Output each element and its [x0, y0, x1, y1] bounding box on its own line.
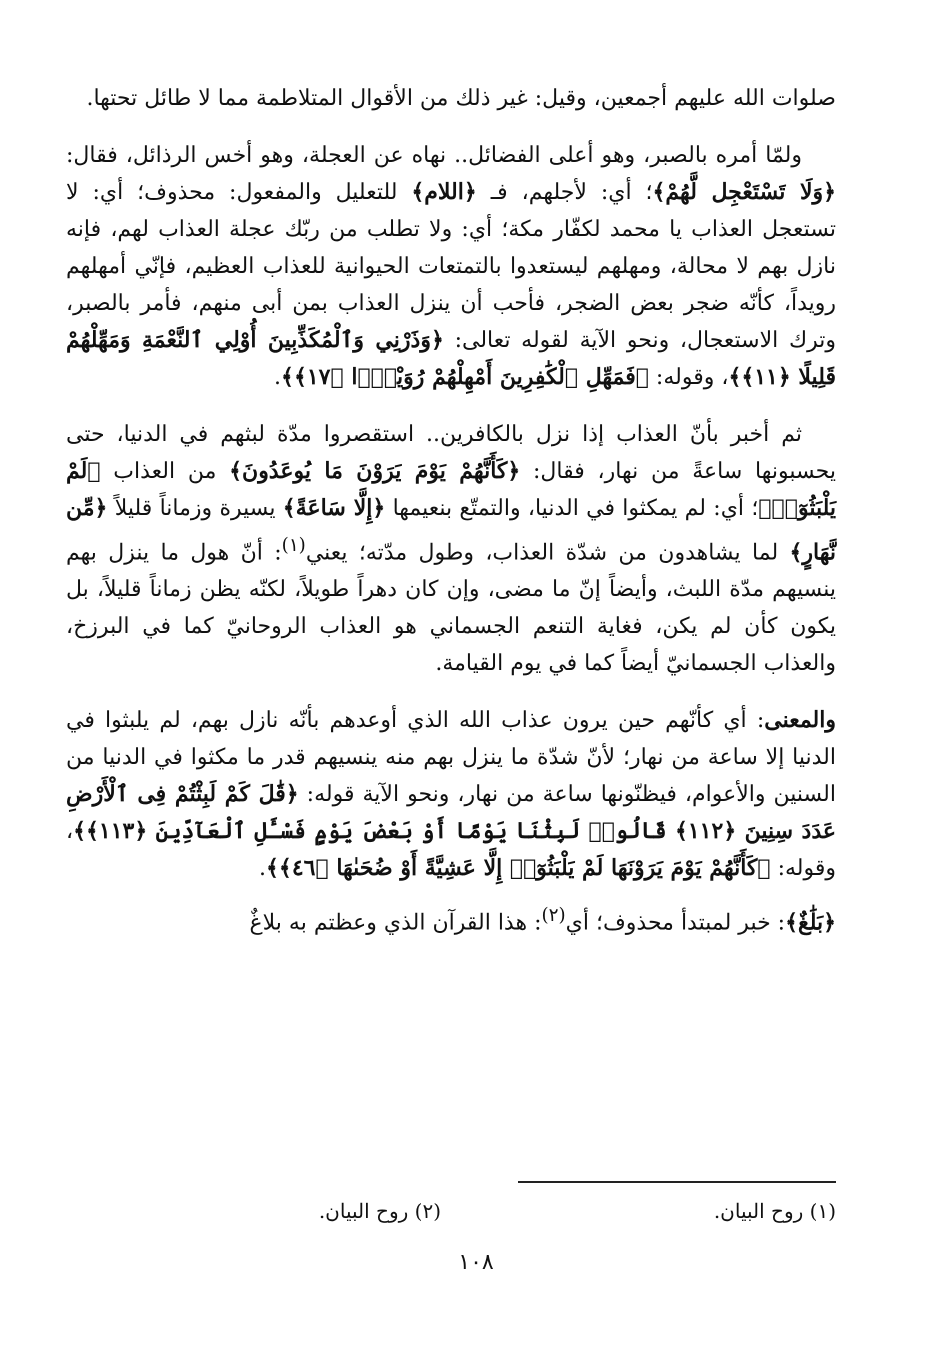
paragraph-text: ؛ أي: لم يمكثوا في الدنيا، والتمتّع بنعيمها — [385, 496, 759, 521]
quran-verse: ﴿فَمَهِّلِ ٱلْكَٰفِرِينَ أَمْهِلْهُمْ رُوَيْدًۢا ﴿١٧﴾﴾ — [281, 364, 649, 390]
paragraph-text: . — [274, 365, 282, 390]
quran-verse: ﴿مِّن نَّهَارٍ﴾ — [66, 495, 836, 566]
quran-verse: ﴿وَلَا تَسْتَعْجِل لَّهُمْ﴾ — [652, 179, 837, 205]
page-number: ١٠٨ — [458, 1250, 494, 1275]
paragraph-text: لما يشاهدون من شدّة العذاب، وطول مدّته؛ يعني — [305, 540, 790, 566]
paragraph-text: صلوات الله عليهم أجمعين، وقيل: غير ذلك من الأقوال المتلاطمة مما لا طائل تحتها. — [86, 86, 836, 111]
paragraph-text: يسيرة وزماناً قليلاً — [107, 496, 283, 521]
paragraph-text: ، وقوله: — [66, 819, 836, 882]
footnote-ref: (١) — [281, 535, 306, 556]
quran-verse: ﴿وَذَرْنِي وَٱلْمُكَذِّبِينَ أُوْلِي ٱلنَّعْمَةِ وَمَهِّلْهُمْ قَلِيلًا ﴿١١﴾﴾ — [66, 327, 836, 390]
paragraph-2 — [66, 137, 836, 396]
paragraph-3 — [66, 416, 836, 682]
quran-verse: ﴿إِلَّا سَاعَةً﴾ — [282, 495, 386, 521]
quran-verse: ﴿قَٰلَ كَمْ لَبِثْتُمْ فِى ٱلْأَرْضِ عَدَدَ سِنِينَ ﴿١١٢﴾ قَالُوا۟ لَبِثْنَا يَوْمًا أَوْ بَعْضَ يَوْمٍ فَسْـَٔلِ ٱلْعَآدِّينَ ﴿١١٣﴾﴾ — [66, 781, 837, 845]
footnote-ref: (٢) — [541, 905, 566, 927]
paragraph-text: ولمّا أمره بالصبر، وهو أعلى الفضائل.. نهاه عن العجلة، وهو أخس الرذائل، فقال: — [66, 143, 802, 168]
term-label: والمعنى — [764, 707, 836, 734]
quran-verse: ﴿بَلَٰغٌ﴾ — [785, 909, 836, 936]
quran-verse: ﴿كَأَنَّهُمْ يَوْمَ يَرَوْنَ مَا يُوعَدُونَ﴾ — [229, 458, 521, 484]
paragraph-4 — [66, 702, 836, 887]
paragraph-text: ، وقوله: — [648, 365, 729, 390]
quran-verse: ﴿اللام﴾ — [411, 179, 477, 205]
paragraph-text: : أي كأنّهم حين يرون عذاب الله الذي أوعدهم بأنّه نازل بهم، لم يلبثوا في الدنيا إلا ساعة من نهار؛ لأنّ شدّة ما ينزل بهم منه ينسيهم قدر ما مكثوا في الدنيا من السنين والأعوام، فيظنّونها ساعة من نهار، ونحو الآية قوله: — [66, 708, 836, 808]
quran-verse: ﴿كَأَنَّهُمْ يَوْمَ يَرَوْنَهَا لَمْ يَلْبَثُوٓا۟ إِلَّا عَشِيَّةً أَوْ ضُحَىٰهَا ﴿٤٦﴾﴾ — [266, 855, 771, 882]
paragraph-text: . — [259, 856, 267, 882]
paragraph-5 — [66, 897, 836, 941]
footnote-1: (١) روح البيان. — [713, 1199, 836, 1223]
footnote-divider — [518, 1181, 836, 1183]
paragraph-1 — [66, 80, 836, 117]
paragraph-text: من العذاب — [100, 459, 230, 484]
quran-verse: ﴿لَمْ يَلْبَثُوٓا۟﴾ — [66, 458, 836, 521]
paragraph-text: : أنّ هول ما ينزل بهم ينسيهم مدّة اللبث، وأيضاً إنّ ما مضى، وإن كان دهراً طويلاً، لكنّه يظن زماناً قليلاً، بل يكون كأن لم يكن، فغاية التنعم الجسماني هو العذاب الروحانيّ كما في البرزخ، والعذاب الجسمانيّ أيضاً كما في يوم القيامة. — [66, 540, 836, 677]
paragraph-text: ؛ أي: لأجلهم، فـ — [476, 180, 653, 205]
paragraph-text: : هذا القرآن الذي وعظتم به بلاغٌ — [249, 910, 542, 936]
paragraph-text: ثم أخبر بأنّ العذاب إذا نزل بالكافرين.. استقصروا مدّة لبثهم في الدنيا، حتى يحسبونها ساعةً من نهار، فقال: — [66, 422, 836, 484]
footnote-2: (٢) روح البيان. — [318, 1199, 441, 1223]
paragraph-text: للتعليل والمفعول: محذوف؛ أي: لا تستعجل العذاب يا محمد لكفّار مكة؛ أي: ولا تطلب من ربّك عجلة العذاب لهم، فإنه نازل بهم لا محالة، ومهلهم ليستعدوا بالتمتعات الحيوانية للعذاب العظيم، فإنّي أمهلهم رويداً، كأنّه ضجر بعض الضجر، فأحب أن ينزل العذاب بمن أبى منهم، فأمر بالصبر، وترك الاستعجال، ونحو الآية لقوله تعالى: — [66, 180, 836, 353]
paragraph-text: : خبر لمبتدأ محذوف؛ أي — [565, 910, 786, 936]
page-body — [66, 80, 836, 952]
